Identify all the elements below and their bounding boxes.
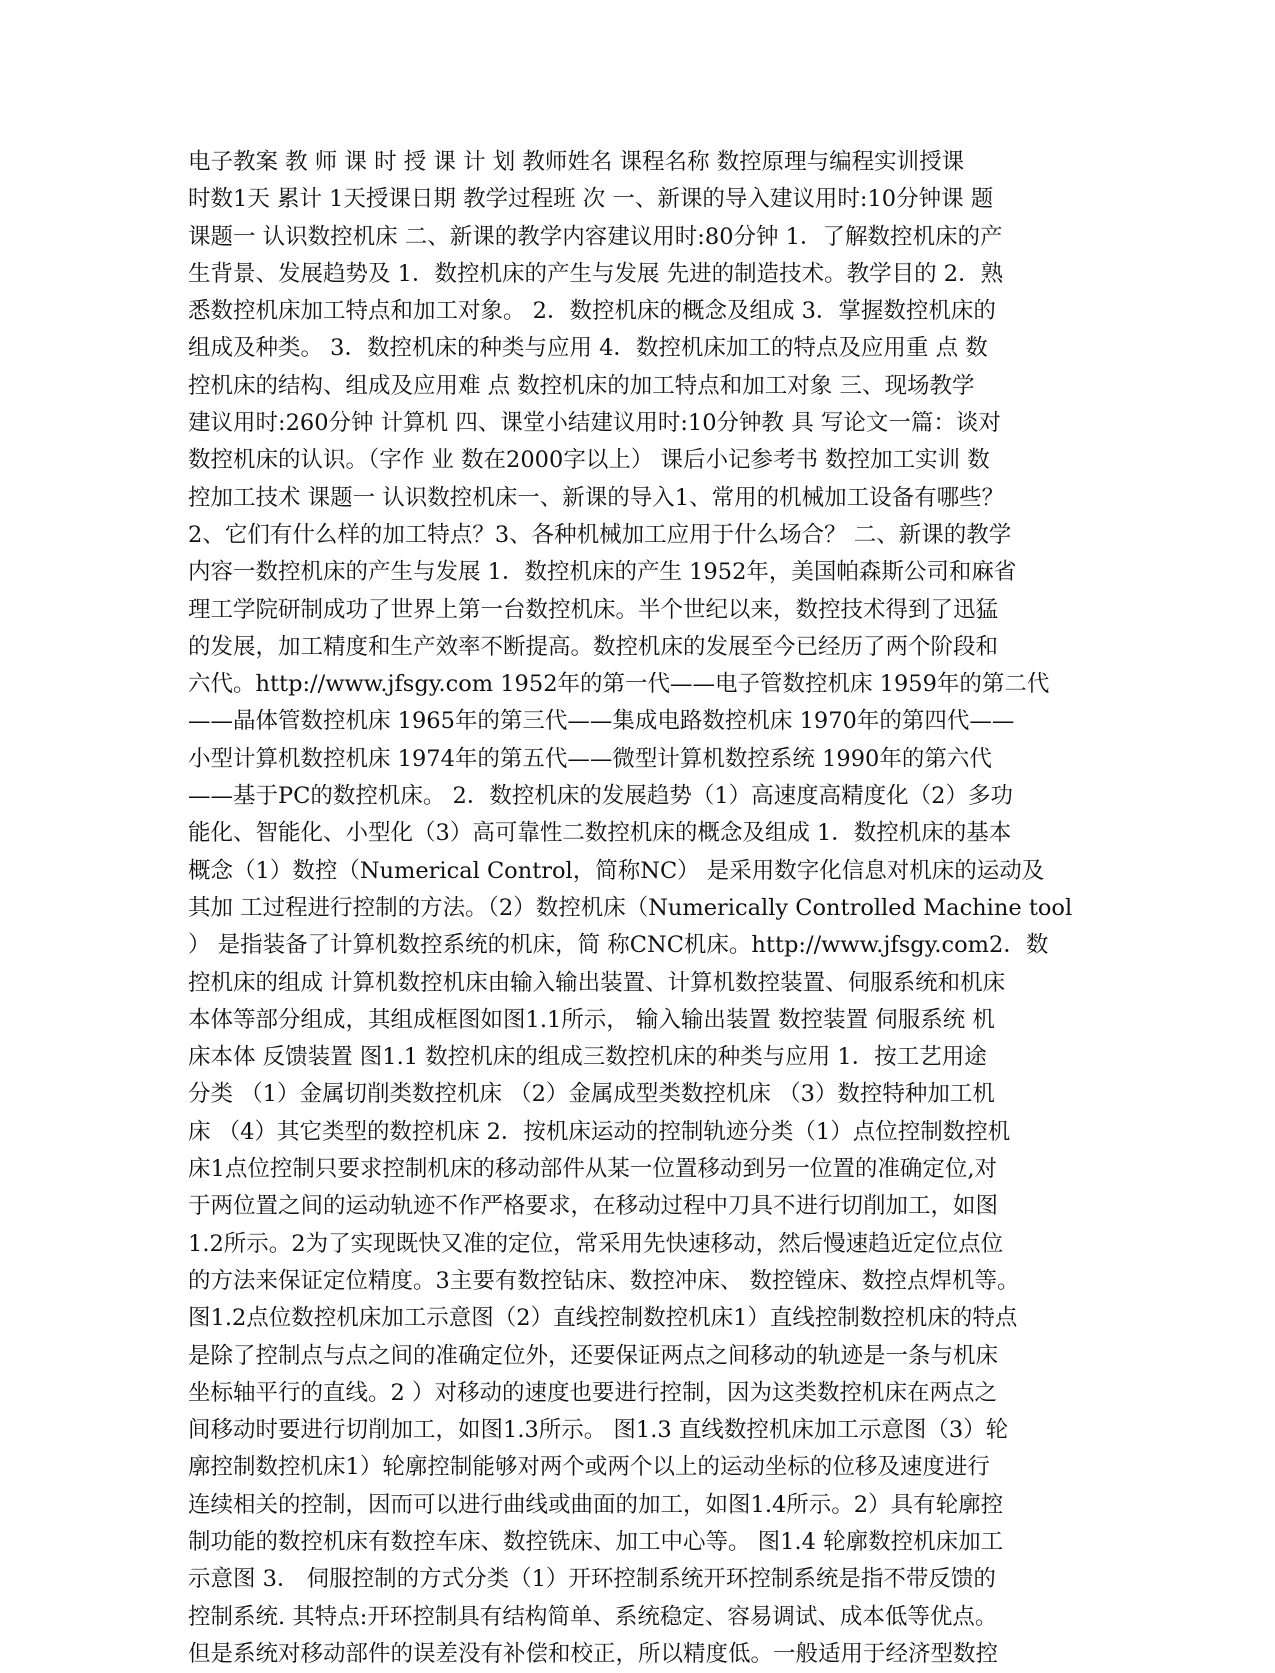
text-line: 制功能的数控机床有数控车床、数控铣床、加工中心等。 图1.4 轮廓数控机床加工 [188,1528,1004,1555]
text-line: 理工学院研制成功了世界上第一台数控机床。半个世纪以来，数控技术得到了迅猛 [188,596,999,623]
text-line: 本体等部分组成，其组成框图如图1.1所示， 输入输出装置 数控装置 伺服系统 机 [188,1006,995,1033]
text-line: 的方法来保证定位精度。3主要有数控钻床、数控冲床、 数控镗床、数控点焊机等。 [188,1267,1020,1294]
text-line: 内容一数控机床的产生与发展 1．数控机床的产生 1952年，美国帕森斯公司和麻省 [188,559,1017,586]
text-line: ） 是指装备了计算机数控系统的机床，简 称CNC机床。http://www.jfsgy.com2．数 [188,932,1049,959]
text-line: 控机床的组成 计算机数控机床由输入输出装置、计算机数控装置、伺服系统和机床 [188,969,1006,996]
text-line: 控制系统. 其特点:开环控制具有结构简单、系统稳定、容易调试、成本低等优点。 [188,1603,998,1630]
text-line: 于两位置之间的运动轨迹不作严格要求，在移动过程中刀具不进行切削加工，如图 [188,1193,999,1220]
text-line: 分类 （1）金属切削类数控机床 （2）金属成型类数控机床 （3）数控特种加工机 [188,1081,995,1108]
text-line: 是除了控制点与点之间的准确定位外，还要保证两点之间移动的轨迹是一条与机床 [188,1342,999,1369]
text-line: 床 （4）其它类型的数控机床 2．按机床运动的控制轨迹分类（1）点位控制数控机 [188,1118,1011,1145]
text-line: 六代。http://www.jfsgy.com 1952年的第一代——电子管数控机床 1959年的第二代 [188,671,1050,698]
text-line: 电子教案 教 师 课 时 授 课 计 划 教师姓名 课程名称 数控原理与编程实训授课 [188,149,965,175]
text-line: 时数1天 累计 1天授课日期 教学过程班 次 一、新课的导入建议用时:10分钟课 题 [188,186,994,213]
body-text [188,144,1088,1673]
text-line: 控机床的结构、组成及应用难 点 数控机床的加工特点和加工对象 三、现场教学 [188,372,975,399]
text-line: ——晶体管数控机床 1965年的第三代——集成电路数控机床 1970年的第四代—— [188,708,1015,735]
text-line: 概念（1）数控（Numerical Control，简称NC） 是采用数字化信息对机床的运动及 [188,857,1045,884]
text-line: 2、它们有什么样的加工特点？3、各种机械加工应用于什么场合？ 二、新课的教学 [188,521,1012,548]
text-line: 建议用时:260分钟 计算机 四、课堂小结建议用时:10分钟教 具 写论文一篇：谈对 [188,410,1001,437]
text-line: 能化、智能化、小型化（3）高可靠性二数控机床的概念及组成 1．数控机床的基本 [188,820,1012,847]
text-line: 但是系统对移动部件的误差没有补偿和校正，所以精度低。一般适用于经济型数控 [188,1640,999,1667]
text-line: 示意图 3． 伺服控制的方式分类（1）开环控制系统开环控制系统是指不带反馈的 [188,1566,996,1593]
text-line: 连续相关的控制，因而可以进行曲线或曲面的加工，如图1.4所示。2）具有轮廓控 [188,1491,1004,1518]
text-line: 的发展，加工精度和生产效率不断提高。数控机床的发展至今已经历了两个阶段和 [188,633,999,660]
text-line: 组成及种类。 3．数控机床的种类与应用 4．数控机床加工的特点及应用重 点 数 [188,335,988,362]
text-line: 坐标轴平行的直线。2 ）对移动的速度也要进行控制，因为这类数控机床在两点之 [188,1379,997,1406]
text-line: 其加 工过程进行控制的方法。（2）数控机床（Numerically Controlled Machine tool [188,894,1073,921]
text-line: 床1点位控制只要求控制机床的移动部件从某一位置移动到另一位置的准确定位,对 [188,1156,997,1183]
text-line: 小型计算机数控机床 1974年的第五代——微型计算机数控系统 1990年的第六代 [188,745,992,772]
text-line: 生背景、发展趋势及 1．数控机床的产生与发展 先进的制造技术。教学目的 2．熟 [188,260,1004,287]
text-line: 1.2所示。2为了实现既快又准的定位，常采用先快速移动，然后慢速趋近定位点位 [188,1230,1004,1257]
text-line: 数控机床的认识。（字作 业 数在2000字以上） 课后小记参考书 数控加工实训 数 [188,447,990,474]
text-line: 廓控制数控机床1）轮廓控制能够对两个或两个以上的运动坐标的位移及速度进行 [188,1454,990,1481]
text-line: 床本体 反馈装置 图1.1 数控机床的组成三数控机床的种类与应用 1．按工艺用途 [188,1044,987,1071]
text-line: 图1.2点位数控机床加工示意图（2）直线控制数控机床1）直线控制数控机床的特点 [188,1305,1018,1332]
text-line: 悉数控机床加工特点和加工对象。 2．数控机床的概念及组成 3．掌握数控机床的 [188,298,996,325]
text-line: ——基于PC的数控机床。 2．数控机床的发展趋势（1）高速度高精度化（2）多功 [188,783,1013,810]
text-line: 课题一 认识数控机床 二、新课的教学内容建议用时:80分钟 1．了解数控机床的产 [188,223,1003,250]
text-line: 控加工技术 课题一 认识数控机床一、新课的导入1、常用的机械加工设备有哪些？ [188,484,1005,511]
text-line: 间移动时要进行切削加工，如图1.3所示。 图1.3 直线数控机床加工示意图（3）轮 [188,1417,1009,1444]
